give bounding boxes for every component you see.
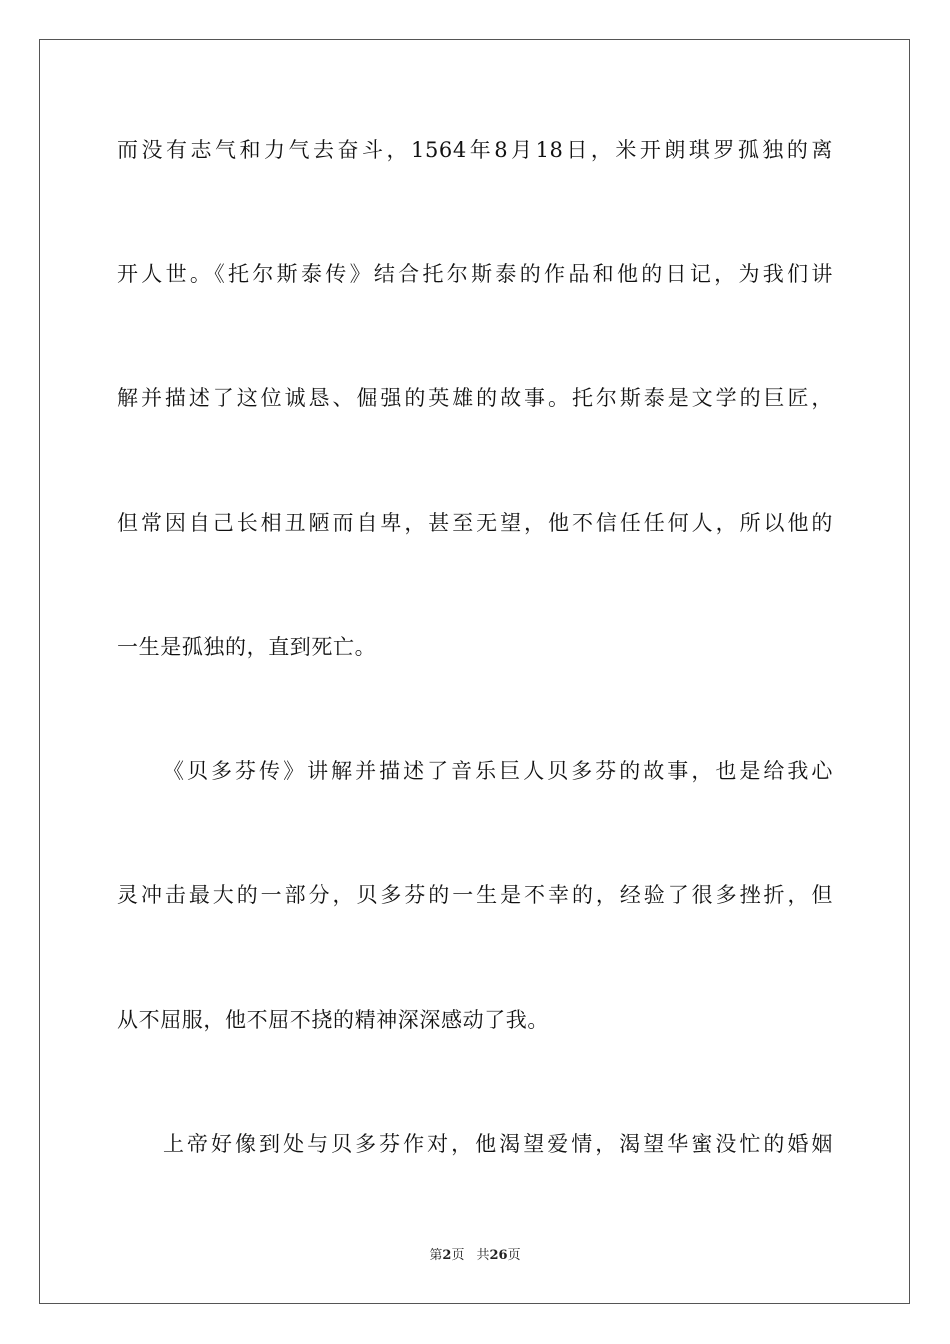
footer-total-prefix: 共 xyxy=(476,1248,490,1263)
text-line-6: 《贝多芬传》讲解并描述了音乐巨人贝多芬的故事，也是给我心 xyxy=(163,759,833,783)
text-line-1: 而没有志气和力气去奋斗，1564年8月18日，米开朗琪罗孤独的离 xyxy=(117,138,833,162)
footer-total-pages: 26 xyxy=(489,1248,508,1263)
text-line-5: 一生是孤独的，直到死亡。 xyxy=(117,635,377,659)
footer-page-suffix: 页 xyxy=(451,1248,465,1263)
page-footer xyxy=(0,1247,950,1265)
footer-page-number: 2 xyxy=(442,1248,452,1263)
text-line-8: 从不屈服，他不屈不挠的精神深深感动了我。 xyxy=(117,1008,549,1032)
footer-total-suffix: 页 xyxy=(507,1248,521,1263)
text-line-4: 但常因自己长相丑陋而自卑，甚至无望，他不信任任何人，所以他的 xyxy=(117,511,833,535)
text-line-9: 上帝好像到处与贝多芬作对，他渴望爱情，渴望华蜜没忙的婚姻 xyxy=(163,1132,833,1156)
text-line-7: 灵冲击最大的一部分，贝多芬的一生是不幸的，经验了很多挫折，但 xyxy=(117,883,833,907)
page-frame xyxy=(39,39,910,1304)
footer-page-prefix: 第 xyxy=(429,1248,443,1263)
text-line-2: 开人世。《托尔斯泰传》结合托尔斯泰的作品和他的日记，为我们讲 xyxy=(117,262,833,286)
text-line-3: 解并描述了这位诚恳、倔强的英雄的故事。托尔斯泰是文学的巨匠， xyxy=(117,386,833,410)
